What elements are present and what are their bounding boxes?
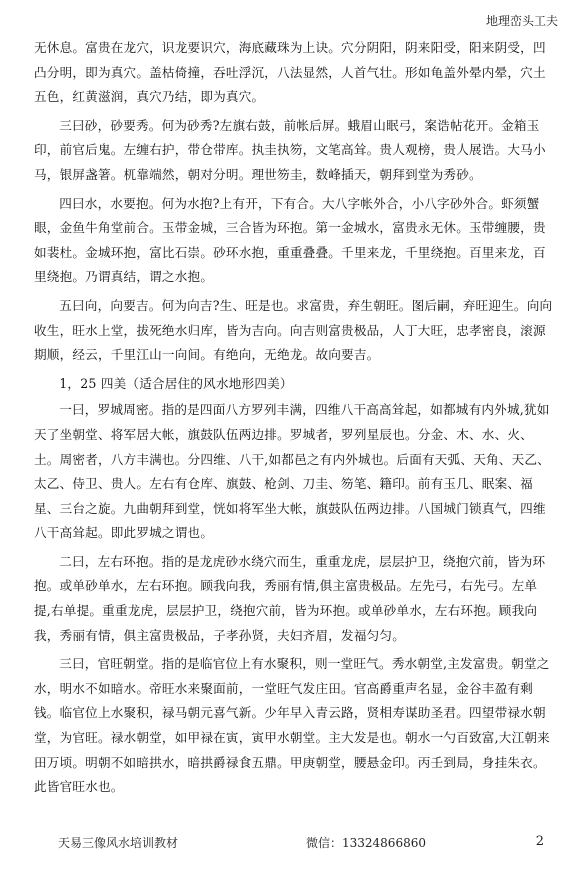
paragraph-xiang: 五曰向，向要吉。何为向吉?生、旺是也。求富贵，弃生朝旺。图后嗣，弃旺迎生。向向收生，旺水上堂，拔死绝水归库，皆为吉向。向吉则富贵极品，人丁大旺，忠孝密良，滚源期顺，经云，千里江山一向间。有绝向，无绝龙。故向要吉。 [34, 297, 553, 363]
paragraph-shui: 四曰水，水要抱。何为水抱?上有开，下有合。大八字帐外合，小八字砂外合。虾须蟹眼，金鱼牛角堂前合。玉带金城，三合皆为环抱。第一金城水，富贵永无休。玉带缠腰，贵如裴杜。金城环抱，富比石崇。砂环水抱，重重叠叠。千里来龙，千里绕抱。百里来龙，百里绕抱。乃谓真结，谓之水抱。 [34, 195, 546, 285]
footer-wechat: 微信：13324866860 [306, 836, 426, 850]
page-number: 2 [535, 834, 544, 849]
paragraph-sha: 三曰砂，砂要秀。何为砂秀?左旗右鼓，前帐后屏。蛾眉山眠弓，案诰帖花开。金箱玉印，前官后鬼。左缠右护，带仓带库。执圭执笏，文笔高耸。贵人观榜，贵人展诰。大马小马，银屏盏箸。杌靠端然，朝对分明。理世笏圭，数峰插天，朝拜到堂为秀砂。 [34, 117, 546, 182]
footer-publisher: 天易三像风水培训教材 [58, 836, 179, 850]
page-header-author: 地理峦头工夫 [485, 14, 558, 28]
paragraph-continuation: 无休息。富贵在龙穴，识龙要识穴，海底藏珠为上诀。穴分阴阳，阴来阳受，阳来阴受，凹凸分明，即为真穴。盖枯倚撞，吞吐浮沉，八法显然，人首气壮。形如龟盖外晕内晕，穴土五色，红黄滋润，真穴乃结，即为真穴。 [34, 40, 546, 105]
paragraph-zuoyou: 二曰，左右环抱。指的是龙虎砂水绕穴而生，重重龙虎，层层护卫，绕抱穴前，皆为环抱。或单砂单水，左右环抱。顾我向我，秀丽有情,俱主富贵极品。左先弓，右先弓。左单提,右单提。重重龙虎，层层护卫，绕抱穴前，皆为环抱。或单砂单水，左右环抱。顾我向我，秀丽有情，俱主富贵极品，子孝孙贤，夫妇齐眉，发福匀匀。 [34, 553, 546, 643]
document-body [34, 36, 554, 804]
paragraph-guanwang: 三曰，官旺朝堂。指的是临官位上有水聚积，则一堂旺气。秀水朝堂,主发富贵。朝堂之水，明水不如暗水。帝旺水来聚面前，一堂旺气发庄田。官高爵重声名显，金谷丰盈有剩钱。临官位上水聚积，禄马朝元喜气新。少年早入青云路，贤相寿谋助圣君。四望带禄水朝堂，为官旺。禄水朝堂，如甲禄在寅，寅甲水朝堂。主大发是也。朝水一勺百致富,大江朝来田万顷。明朝不如暗拱水，暗拱爵禄食五鼎。甲庚朝堂，腰悬金印。丙壬到局，身挂朱衣。此皆官旺水也。 [34, 656, 550, 795]
paragraph-luocheng: 一曰，罗城周密。指的是四面八方罗列丰满，四维八干高高耸起，如都城有内外城,犹如天了坐朝堂、将军居大帐，旗鼓队伍两边排。罗城者，罗列星辰也。分金、木、水、火、土。周密者，八方丰满也。分四维、八干,如都邑之有内外城也。后面有天弧、天角、天乙、太乙、侍卫、贵人。左右有仓库、旗鼓、枪剑、刀圭、笏笔、籍印。前有玉几、眠案、福星、三台之旋。九曲朝拜到堂，恍如将军坐大帐，旗鼓队伍两边排。八国城门锁真气，四维八干高耸起。即此罗城之谓也。 [34, 402, 550, 541]
section-heading: 1，25 四美（适合居住的风水地形四美） [59, 375, 293, 391]
